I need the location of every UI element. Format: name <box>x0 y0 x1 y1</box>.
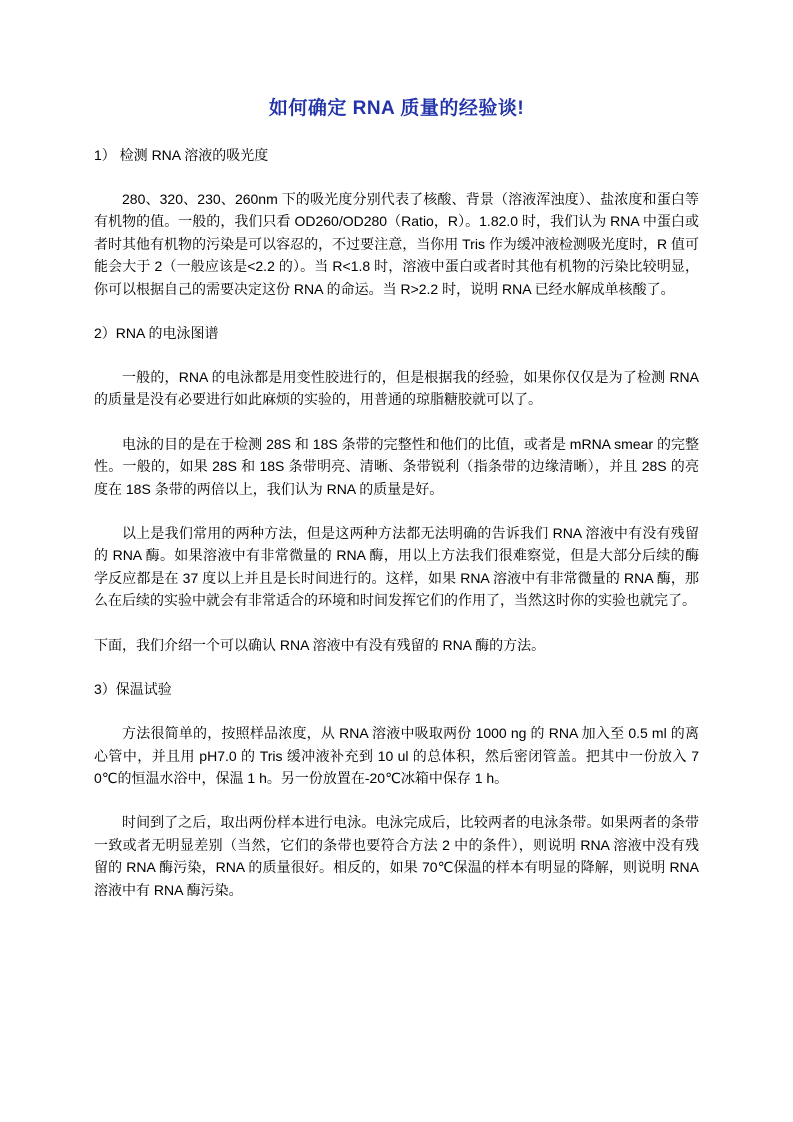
section-2-paragraph-gel-type: 一般的，RNA 的电泳都是用变性胶进行的，但是根据我的经验，如果你仅仅是为了检测 RNA 的质量是没有必要进行如此麻烦的实验的，用普通的琼脂糖胶就可以了。 <box>94 369 699 408</box>
section-3-heading: 3）保温试验 <box>94 681 172 698</box>
document-title: 如何确定 RNA 质量的经验谈! <box>268 98 525 119</box>
section-3-paragraph-comparison: 时间到了之后，取出两份样本进行电泳。电泳完成后，比较两者的电泳条带。如果两者的条带一致或者无明显差别（当然，它们的条带也要符合方法 2 中的条件），则说明 RNA 溶液中没有残留的 RNA 酶污染，RNA 的质量很好。相反的，如果 70℃保温的样本有明显的降解，则说明 RNA 溶液中有 RNA 酶污染。 <box>94 814 699 898</box>
section-1-heading: 1） 检测 RNA 溶液的吸光度 <box>94 147 269 163</box>
section-2-paragraph-rnase-limitation: 以上是我们常用的两种方法，但是这两种方法都无法明确的告诉我们 RNA 溶液中有没有残留的 RNA 酶。如果溶液中有非常微量的 RNA 酶，用以上方法我们很难察觉，但是大部分后续的酶学反应都是在 37 度以上并且是长时间进行的。这样，如果 RNA 溶液中有非常微量的 RNA 酶，那么在后续的实验中就会有非常适合的环境和时间发挥它们的作用了，当然这时你的实验也就完了。 <box>94 525 699 609</box>
section-2-paragraph-band-integrity: 电泳的目的是在于检测 28S 和 18S 条带的完整性和他们的比值，或者是 mRNA smear 的完整性。一般的，如果 28S 和 18S 条带明亮、清晰、条带锐利（指条带的边缘清晰），并且 28S 的亮度在 18S 条带的两倍以上，我们认为 RNA 的质量是好。 <box>94 435 699 497</box>
section-1-paragraph-absorbance: 280、320、230、260nm 下的吸光度分别代表了核酸、背景（溶液浑浊度）、盐浓度和蛋白等有机物的值。一般的，我们只看 OD260/OD280（Ratio，R）。1.82.0 时，我们认为 RNA 中蛋白或者时其他有机物的污染是可以容忍的，不过要注意，当你用 Tris 作为缓冲液检测吸光度时，R 值可能会大于 2（一般应该是<2.2 的）。当 R<1.8 时，溶液中蛋白或者时其他有机物的污染比较明显，你可以根据自己的需要决定这份 RNA 的命运。当 R>2.2 时，说明 RNA 已经水解成单核酸了。 <box>94 191 699 297</box>
section-2-heading: 2）RNA 的电泳图谱 <box>94 325 219 342</box>
transition-paragraph: 下面，我们介绍一个可以确认 RNA 溶液中有没有残留的 RNA 酶的方法。 <box>94 636 546 653</box>
section-3-paragraph-method: 方法很简单的，按照样品浓度，从 RNA 溶液中吸取两份 1000 ng 的 RNA 加入至 0.5 ml 的离心管中，并且用 pH7.0 的 Tris 缓冲液补充到 10 ul 的总体积，然后密闭管盖。把其中一份放入 70℃的恒温水浴中，保温 1 h。另一份放置在-20℃冰箱中保存 1 h。 <box>94 725 699 786</box>
